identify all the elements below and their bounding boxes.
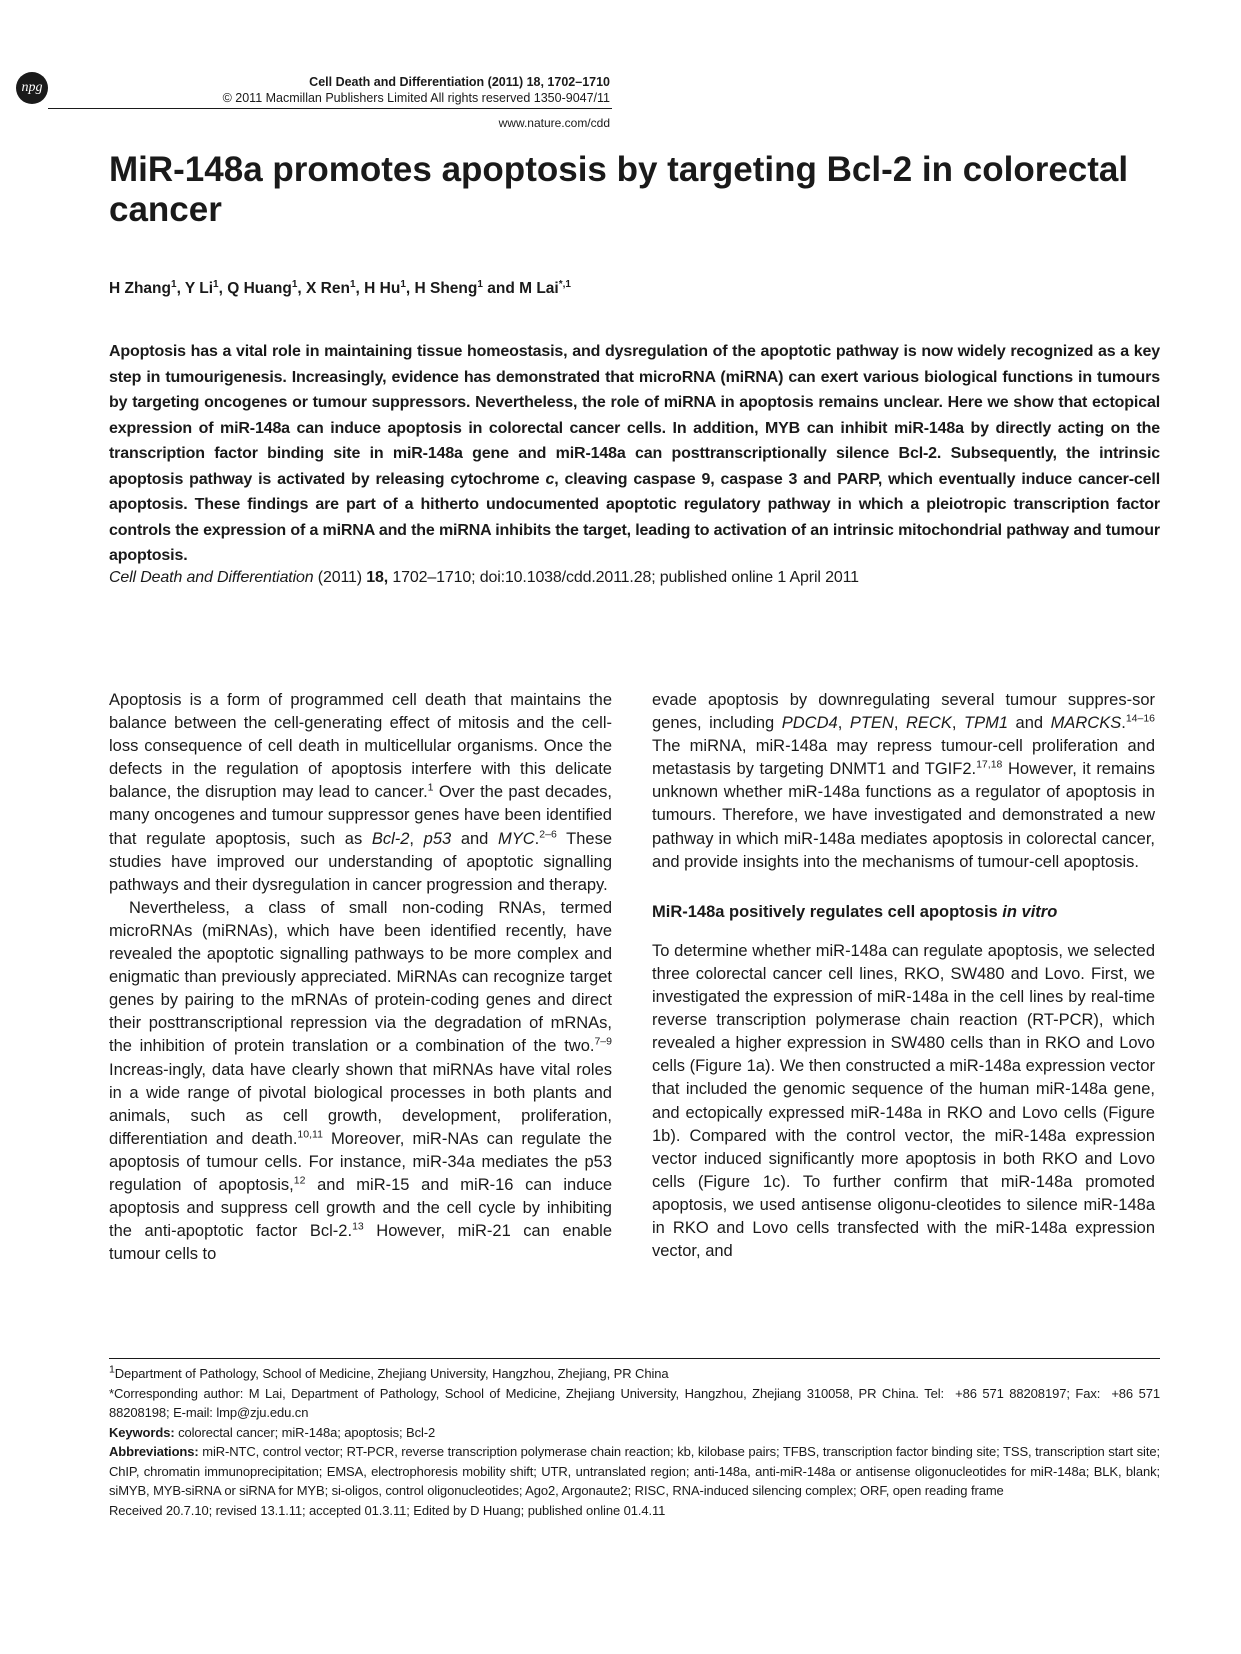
text-segment: Apoptosis is a form of programmed cell death that maintains the balance between the cell-generating effect of mitosis and the cell-loss consequence of cell death in multicellular organisms. Once the defects in the regulation of apoptosis interfere with this delicate balance, the disruption may lead to cancer. <box>109 691 612 802</box>
footnote-divider <box>109 1358 1160 1359</box>
abstract-text-2: , cleaving caspase 9, caspase 3 and PARP, which eventually induce cancer-cell apoptosis. These findings are part of a hitherto undocumented apoptotic regulatory pathway in which a pleiotropic transcription factor controls the expression of a miRNA and the miRNA inhibits the target, leading to activation of an intrinsic mitochondrial pathway and tumour apoptosis. <box>109 470 1160 564</box>
gene-name: TPM1 <box>963 714 1008 733</box>
author-affiliation: 1 <box>213 278 219 290</box>
gene-name: MYC <box>498 829 535 848</box>
author-separator: , <box>297 280 307 297</box>
intro-paragraph-2 <box>109 897 612 1267</box>
author-affiliation: *,1 <box>558 278 571 290</box>
text-segment: and <box>451 829 498 848</box>
section-heading-italic: in vitro <box>1002 902 1058 921</box>
author-separator: , <box>218 280 228 297</box>
abbreviations-note <box>109 1442 1160 1501</box>
citation-rest: 1702–1710; doi:10.1038/cdd.2011.28; published online 1 April 2011 <box>388 569 859 586</box>
keywords-label: Keywords: <box>109 1424 175 1440</box>
intro-paragraph-1 <box>109 689 612 897</box>
publisher-logo: npg <box>16 72 48 104</box>
abstract-text-1: Apoptosis has a vital role in maintaining tissue homeostasis, and dysregulation of the apoptotic pathway is now widely recognized as a key step in tumourigenesis. Increasingly, evidence has demonstrated that microRNA (miRNA) can exert various biological functions in tumours by targeting oncogenes or tumour suppressors. Nevertheless, the role of miRNA in apoptosis remains unclear. Here we show that ectopical expression of miR-148a can induce apoptosis in colorectal cancer cells. In addition, MYB can inhibit miR-148a by directly acting on the transcription factor binding site in miR-148a gene and miR-148a can posttranscriptionally silence Bcl-2. Subsequently, the intrinsic apoptosis pathway is activated by releasing cytochrome <box>109 343 1160 488</box>
gene-name: MARCKS <box>1050 714 1122 733</box>
text-segment: Increas-ingly, data have clearly shown that miRNAs have vital roles in a wide range of pivotal biological processes in both plants and animals, such as cell growth, development, proliferation, differentiation and death. <box>109 1060 612 1148</box>
article-title: MiR-148a promotes apoptosis by targeting Bcl-2 in colorectal cancer <box>109 150 1129 229</box>
text-segment: , <box>951 714 964 733</box>
abbreviations-label: Abbreviations: <box>109 1444 199 1459</box>
affiliation-note <box>109 1364 1160 1384</box>
citation-ref[interactable]: 12 <box>293 1174 306 1187</box>
text-segment: These studies have improved our understanding of apoptotic signalling pathways and their dysregulation in cancer progression and therapy. <box>109 829 612 894</box>
text-segment: , <box>409 829 424 848</box>
gene-name: RECK <box>906 714 952 733</box>
author-list <box>109 280 1149 298</box>
copyright-line: © 2011 Macmillan Publishers Limited All rights reserved 1350-9047/11 <box>222 91 610 105</box>
received-note: Received 20.7.10; revised 13.1.11; accepted 01.3.11; Edited by D Huang; published online 01.4.11 <box>109 1502 666 1518</box>
affiliation-sup: 1 <box>109 1363 115 1376</box>
gene-name: PTEN <box>849 714 894 733</box>
citation-journal: Cell Death and Differentiation <box>109 569 314 586</box>
text-segment: However, it remains unknown whether miR-148a functions as a regulator of apoptosis in tumours. Therefore, we have investigated and demonstrated a new pathway in which miR-148a mediates apoptosis in colorectal cancer, and provide insights into the mechanisms of tumour-cell apoptosis. <box>652 760 1155 871</box>
gene-name: PDCD4 <box>781 714 838 733</box>
citation-ref[interactable]: 10,11 <box>297 1128 323 1141</box>
author-affiliation: 1 <box>349 278 356 290</box>
affiliation-text: Department of Pathology, School of Medicine, Zhejiang University, Hangzhou, Zhejiang, PR China <box>114 1366 669 1381</box>
author-name[interactable]: H Hu <box>364 280 401 297</box>
text-segment: , <box>837 714 850 733</box>
article-citation <box>109 567 1160 589</box>
gene-name: p53 <box>423 829 452 848</box>
text-segment: Over the past decades, many oncogenes and tumour suppressor genes have been identified that regulate apoptosis, such as <box>109 783 612 848</box>
author-affiliation: 1 <box>171 278 177 290</box>
citation-ref[interactable]: 7–9 <box>594 1035 612 1048</box>
text-segment: However, miR-21 can enable tumour cells to <box>109 1222 612 1264</box>
section-heading-main: MiR-148a positively regulates cell apoptosis <box>652 902 1003 921</box>
author-separator: , <box>355 280 365 297</box>
text-segment: and miR-15 and miR-16 can induce apoptosis and suppress cell growth and the cell cycle by inhibiting the anti-apoptotic factor Bcl-2. <box>109 1175 613 1241</box>
text-segment: Moreover, miR-NAs can regulate the apoptosis of tumour cells. For instance, miR-34a mediates the p53 regulation of apoptosis, <box>109 1129 612 1194</box>
citation-ref[interactable]: 14–16 <box>1125 712 1156 725</box>
keywords-text: colorectal cancer; miR-148a; apoptosis; Bcl-2 <box>174 1424 436 1440</box>
abstract <box>109 339 1160 569</box>
text-segment: . <box>1121 714 1126 733</box>
author-name[interactable]: M Lai <box>519 280 559 297</box>
author-affiliation: 1 <box>400 278 406 290</box>
citation-year: (2011) <box>313 569 367 586</box>
keywords-note <box>109 1423 1160 1443</box>
citation-ref[interactable]: 17,18 <box>976 758 1003 771</box>
journal-header <box>110 74 610 106</box>
section-heading <box>652 901 1155 924</box>
author-separator: and <box>482 280 520 297</box>
footnotes <box>109 1364 1160 1520</box>
text-segment: , <box>893 714 906 733</box>
results-paragraph-1 <box>652 940 1155 1263</box>
gene-name: Bcl-2 <box>371 829 410 848</box>
text-segment: evade apoptosis by downregulating several tumour suppres-sor genes, including <box>652 691 1155 733</box>
body-column-left <box>109 689 612 1266</box>
author-name[interactable]: Y Li <box>184 280 214 297</box>
journal-citation-line: Cell Death and Differentiation (2011) 18, 1702–1710 <box>309 75 610 89</box>
text-segment: Nevertheless, a class of small non-coding RNAs, termed microRNAs (miRNAs), which have been identified recently, have revealed the apoptotic signalling pathways to be more complex and enigmatic than previously appreciated. MiRNAs can recognize target genes by pairing to the mRNAs of protein-coding genes and direct their posttranscriptional repression via the degradation of mRNAs, the inhibition of protein translation or a combination of the two. <box>109 898 612 1056</box>
citation-volume: 18, <box>366 569 389 586</box>
text-segment: . <box>534 829 540 848</box>
citation-ref[interactable]: 2–6 <box>539 828 557 841</box>
author-name[interactable]: H Zhang <box>109 280 171 297</box>
corresponding-author-note: *Corresponding author: M Lai, Department of Pathology, School of Medicine, Zhejiang University, Hangzhou, Zhejiang 310058, PR China. Tel: +86 571 88208197; Fax: +86 571 88208198; E-mail: lmp@zju.edu.cn <box>109 1385 1160 1420</box>
text-segment: and <box>1008 714 1051 733</box>
author-affiliation: 1 <box>291 278 298 290</box>
body-column-right <box>652 689 1155 1263</box>
author-separator: , <box>176 280 185 297</box>
author-affiliation: 1 <box>477 278 483 290</box>
intro-paragraph-3 <box>652 689 1155 874</box>
author-name[interactable]: X Ren <box>306 280 350 297</box>
header-divider <box>48 108 612 109</box>
text-segment: To determine whether miR-148a can regulate apoptosis, we selected three colorectal cancer cell lines, RKO, SW480 and Lovo. First, we investigated the expression of miR-148a in the cell lines by real-time reverse transcription polymerase chain reaction (RT-PCR), which revealed a higher expression in SW480 cells than in RKO and Lovo cells (Figure 1a). We then constructed a miR-148a expression vector that included the genomic sequence of the human miR-148a gene, and ectopically expressed miR-148a in RKO and Lovo cells (Figure 1b). Compared with the control vector, the miR-148a expression vector induced significantly more apoptosis in both RKO and Lovo cells (Figure 1c). To further confirm that miR-148a promoted apoptosis, we used antisense oligonu-cleotides to silence miR-148a in RKO and Lovo cells transfected with the miR-148a expression vector, and <box>652 941 1155 1261</box>
text-segment: The miRNA, miR-148a may repress tumour-cell proliferation and metastasis by targeting DNMT1 and TGIF2. <box>652 737 1155 779</box>
citation-ref[interactable]: 1 <box>427 781 434 794</box>
abbreviations-text: miR-NTC, control vector; RT-PCR, reverse transcription polymerase chain reaction; kb, kilobase pairs; TFBS, transcription factor binding site; TSS, transcription start site; ChIP, chromatin immunoprecipitation; EMSA, electrophoresis mobility shift; UTR, untranslated region; anti-148a, anti-miR-148a or antisense oligonucleotides for miR-148a; BLK, blank; siMYB, MYB-siRNA or siRNA for MYB; si-oligos, control oligonucleotides; Ago2, Argonaute2; RISC, RNA-induced silencing complex; ORF, open reading frame <box>109 1444 1160 1498</box>
author-name[interactable]: H Sheng <box>414 280 478 297</box>
abstract-italic-c: c <box>545 470 555 488</box>
journal-url[interactable]: www.nature.com/cdd <box>498 116 610 130</box>
citation-ref[interactable]: 13 <box>352 1220 364 1233</box>
author-separator: , <box>405 280 415 297</box>
author-name[interactable]: Q Huang <box>227 280 292 297</box>
